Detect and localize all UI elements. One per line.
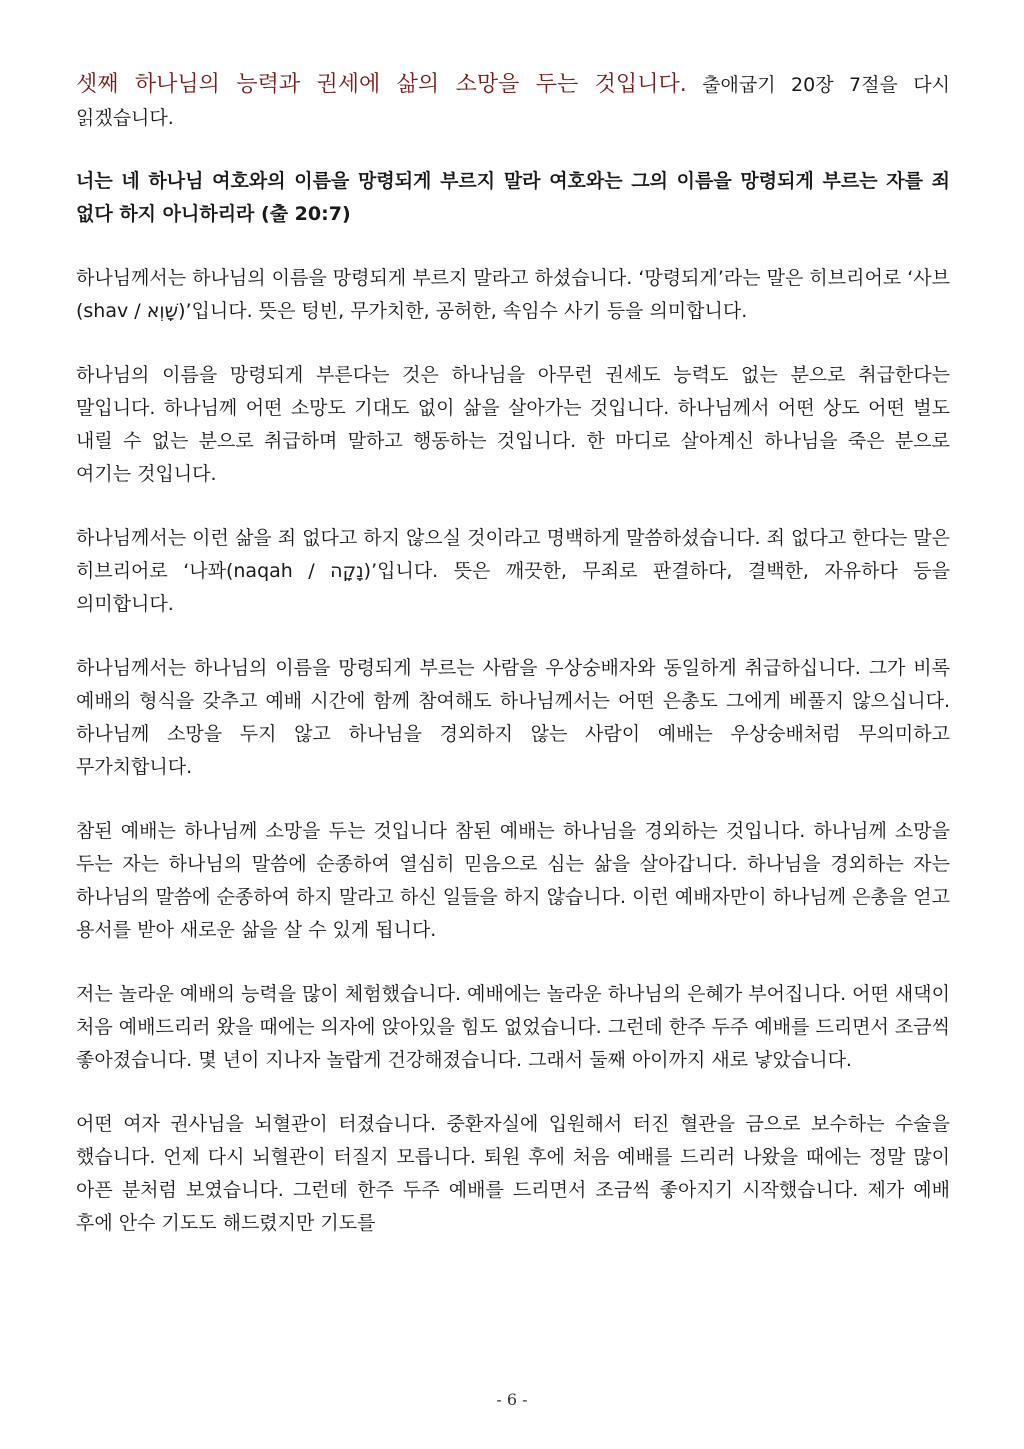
paragraph-idolatry: 하나님께서는 하나님의 이름을 망령되게 부르는 사람을 우상숭배자와 동일하게 취급하십니다. 그가 비록 예배의 형식을 갖추고 예배 시간에 함께 참여해도 하나님께서는 어떤 은총도 그에게 베풀지 않으십니다. 하나님께 소망을 두지 않고 하나님을 경외하지 않는 사람이 예배는 우상숭배처럼 무의미하고 무가치합니다. (76, 657, 950, 778)
paragraph-meaning: 하나님의 이름을 망령되게 부른다는 것은 하나님을 아무런 권세도 능력도 없는 분으로 취급한다는 말입니다. 하나님께 어떤 소망도 기대도 없이 삶을 살아가는 것입니다. 하나님께서 어떤 상도 어떤 벌도 내릴 수 없는 분으로 취급하며 말하고 행동하는 것입니다. 한 마디로 살아계신 하나님을 죽은 분으로 여기는 것입니다. (76, 364, 951, 485)
paragraph-shav: 하나님께서는 하나님의 이름을 망령되게 부르지 말라고 하셨습니다. ‘망령되게’라는 말은 히브리어로 ‘사브(shav / שָׁוְא)’입니다. 뜻은 텅빈, 무가치한, 공허한, 속임수 사기 등을 의미합니다. (76, 267, 950, 322)
page-number: - 6 - (496, 1390, 528, 1409)
paragraph-testimony-1: 저는 놀라운 예배의 능력을 많이 체험했습니다. 예배에는 놀라운 하나님의 은혜가 부어집니다. 어떤 새댁이 처음 예배드리러 왔을 때에는 의자에 앉아있을 힘도 없었습니다. 그런데 한주 두주 예배를 드리면서 조금씩 좋아졌습니다. 몇 년이 지나자 놀랍게 건강해졌습니다. 그래서 둘째 아이까지 새로 낳았습니다. (76, 983, 950, 1071)
section-heading: 셋째 하나님의 능력과 권세에 삶의 소망을 두는 것입니다. (76, 72, 687, 97)
scripture-verse: 너는 네 하나님 여호와의 이름을 망령되게 부르지 말라 여호와는 그의 이름을 망령되게 부르는 자를 죄 없다 하지 아니하리라 (출 20:7) (76, 170, 950, 225)
paragraph-true-worship: 참된 예배는 하나님께 소망을 두는 것입니다 참된 예배는 하나님을 경외하는 것입니다. 하나님께 소망을 두는 자는 하나님의 말씀에 순종하여 열심히 믿음으로 심는 삶을 살아갑니다. 하나님을 경외하는 자는 하나님의 말씀에 순종하여 하지 말라고 하신 일들을 하지 않습니다. 이런 예배자만이 하나님께 은총을 얻고 용서를 받아 새로운 삶을 살 수 있게 됩니다. (76, 820, 950, 941)
page-body (76, 68, 950, 1271)
paragraph-testimony-2: 어떤 여자 권사님을 뇌혈관이 터졌습니다. 중환자실에 입원해서 터진 혈관을 금으로 보수하는 수술을 했습니다. 언제 다시 뇌혈관이 터질지 모릅니다. 퇴원 후에 처음 예배를 드리러 나왔을 때에는 정말 많이 아픈 분처럼 보였습니다. 그런데 한주 두주 예배를 드리면서 조금씩 좋아지기 시작했습니다. 제가 예배 후에 안수 기도도 해드렸지만 기도를 (76, 1113, 950, 1234)
intro-text: 출애굽기 20장 7절을 다시 읽겠습니다. (76, 74, 950, 129)
paragraph-naqah: 하나님께서는 이런 삶을 죄 없다고 하지 않으실 것이라고 명백하게 말씀하셨습니다. 죄 없다고 한다는 말은 히브리어로 ‘나꽈(naqah / נָקָה)’입니다. 뜻은 깨끗한, 무죄로 판결하다, 결백한, 자유하다 등을 의미합니다. (76, 527, 950, 615)
intro-paragraph (76, 68, 950, 135)
